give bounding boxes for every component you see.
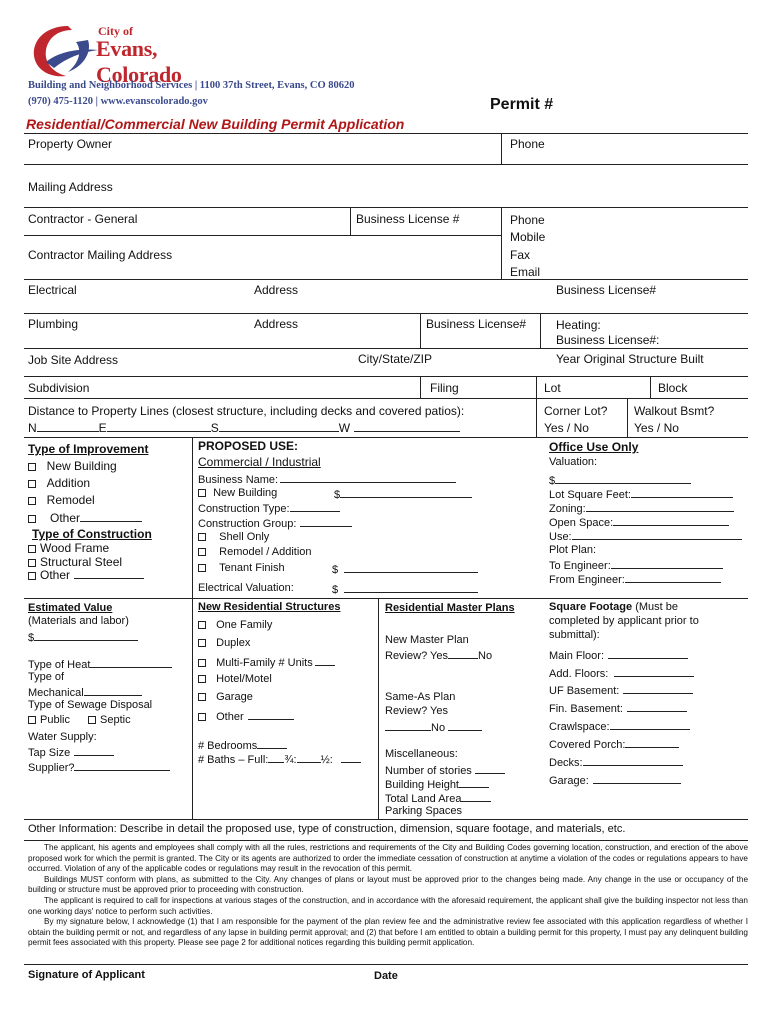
new-residential-heading: New Residential Structures — [198, 601, 341, 613]
supplier-field[interactable]: Supplier? — [28, 760, 170, 774]
new-master-review[interactable]: Review? Yes No — [385, 650, 493, 662]
checkbox-icon — [198, 693, 206, 701]
construction-type-field[interactable]: Construction Type: — [198, 501, 340, 515]
same-as-review[interactable]: Review? Yes — [385, 705, 448, 717]
city-logo — [28, 22, 238, 87]
checkbox-icon — [198, 548, 206, 556]
contact-line: (970) 475-1120 | www.evanscolorado.gov — [28, 96, 208, 107]
signature-label: Signature of Applicant — [28, 969, 145, 981]
same-as-no[interactable]: No — [385, 720, 482, 734]
to-engineer-field[interactable]: To Engineer: — [549, 558, 723, 572]
business-license-label: Business License # — [356, 212, 460, 226]
dir-n: N — [28, 421, 37, 435]
distance-line — [28, 421, 460, 435]
type-construction-heading: Type of Construction — [32, 527, 152, 541]
pu-new-building[interactable]: New Building — [198, 487, 277, 499]
proposed-use-heading: PROPOSED USE: — [198, 439, 299, 453]
master-plans-heading: Residential Master Plans — [385, 602, 515, 614]
mobile-label: Mobile — [510, 230, 546, 244]
valuation-field[interactable]: $ — [549, 473, 691, 487]
construction-other[interactable]: Other — [28, 568, 144, 582]
use-field[interactable]: Use: — [549, 529, 742, 543]
checkbox-icon — [28, 480, 36, 488]
checkbox-icon — [198, 713, 206, 721]
heating-label: Heating: — [556, 318, 601, 332]
property-owner-label: Property Owner — [28, 137, 113, 151]
pu-tenant-finish[interactable]: Tenant Finish — [198, 562, 285, 574]
type-of-label: Type of — [28, 671, 65, 683]
type-of-heat-field[interactable]: Type of Heat — [28, 657, 172, 671]
electrical-valuation-amount[interactable]: $ — [332, 582, 478, 596]
valuation-label: Valuation: — [549, 456, 598, 468]
block-label: Block — [658, 381, 688, 395]
lot-label: Lot — [544, 381, 561, 395]
improvement-other[interactable]: Other — [28, 511, 142, 525]
walkout-label: Walkout Bsmt? — [634, 404, 715, 418]
covered-porch-field[interactable]: Covered Porch: — [549, 737, 679, 751]
res-duplex[interactable]: Duplex — [198, 637, 250, 649]
year-built-label: Year Original Structure Built — [556, 352, 704, 366]
phone2-label: Phone — [510, 213, 545, 227]
sewage-label: Type of Sewage Disposal — [28, 699, 153, 711]
misc-label: Miscellaneous: — [385, 748, 458, 760]
email-label: Email — [510, 265, 541, 279]
electrical-label: Electrical — [28, 283, 77, 297]
job-site-label: Job Site Address — [28, 353, 119, 367]
improvement-remodel[interactable]: Remodel — [28, 493, 95, 507]
checkbox-icon — [28, 572, 36, 580]
corner-lot-yes-no[interactable]: Yes / No — [544, 421, 589, 435]
checkbox-icon — [28, 463, 36, 471]
water-supply-label: Water Supply: — [28, 731, 97, 743]
uf-basement-field[interactable]: UF Basement: — [549, 683, 693, 697]
business-name-field[interactable]: Business Name: — [198, 472, 456, 486]
pu-new-building-amount[interactable]: $ — [334, 487, 472, 501]
res-one-family[interactable]: One Family — [198, 619, 272, 631]
legal-p4: By my signature below, I acknowledge (1) that I am responsible for the payment of the plan review fee and the administrative review fee associated with this application regardless of whether I obtain the building permit or not, and regardless of any lapse in building permit approval; and (2) that before I am entitled to obtain a building permit for this property, I must pay any delinquent building permit fees associated with this property. Please see page 2 for additional notices regarding this building permit application. — [28, 917, 748, 948]
permit-number-label: Permit # — [490, 96, 554, 113]
walkout-yes-no[interactable]: Yes / No — [634, 421, 679, 435]
sqft-note3: submittal): — [549, 629, 600, 641]
open-space-field[interactable]: Open Space: — [549, 515, 729, 529]
res-multi-family[interactable]: Multi-Family # Units — [198, 655, 335, 669]
plumbing-address-label: Address — [254, 317, 299, 331]
construction-structural-steel[interactable]: Structural Steel — [28, 555, 122, 569]
checkbox-icon — [198, 533, 206, 541]
improvement-new-building[interactable]: New Building — [28, 459, 117, 473]
sqft-heading-line — [549, 601, 678, 613]
checkbox-icon — [28, 545, 36, 553]
commercial-industrial-label: Commercial / Industrial — [198, 455, 321, 469]
dir-e: E — [98, 421, 107, 435]
legal-p3: The applicant is required to call for inspections at various stages of the construction, and in accordance with the aforesaid requirement, the applicant shall give the building inspector not less than one working days' notice to perform such activities. — [28, 895, 748, 916]
fax-label: Fax — [510, 248, 531, 262]
checkbox-icon — [198, 659, 206, 667]
pu-remodel-addition[interactable]: Remodel / Addition — [198, 546, 312, 558]
sqft-note2: completed by applicant prior to — [549, 615, 699, 627]
legal-p1: The applicant, his agents and employees shall comply with all the rules, restrictions and requirements of the City and Building Codes governing location, construction, and erection of the above proposed work for which the permit is granted. The City or its agents are authorized to order the immediate cessation of construction at anytime a violation of the codes or regulations appears to have occurred. Violation of any of the applicable codes or regulations may result in the revocation of this permit. — [28, 843, 748, 874]
checkbox-icon — [28, 559, 36, 567]
electrical-license-label: Business License# — [556, 283, 657, 297]
w-field[interactable] — [354, 421, 460, 432]
plumbing-label: Plumbing — [28, 317, 79, 331]
legal-text-block — [28, 843, 748, 949]
baths-field[interactable]: # Baths – Full: ¾: ½: — [198, 752, 361, 766]
res-garage[interactable]: Garage — [198, 691, 253, 703]
res-other[interactable]: Other — [198, 709, 294, 723]
checkbox-icon — [28, 716, 36, 724]
mailing-address-label: Mailing Address — [28, 180, 113, 194]
dir-s: S — [210, 421, 219, 435]
checkbox-icon — [198, 621, 206, 629]
add-floors-field[interactable]: Add. Floors: — [549, 666, 694, 680]
construction-wood-frame[interactable]: Wood Frame — [28, 541, 109, 555]
subdivision-label: Subdivision — [28, 381, 90, 395]
bedrooms-field[interactable]: # Bedrooms — [198, 738, 287, 752]
new-master-plan-label: New Master Plan — [385, 634, 469, 646]
dept-line: Building and Neighborhood Services | 1100 37th Street, Evans, CO 80620 — [28, 80, 355, 91]
form-title: Residential/Commercial New Building Permit Application — [26, 116, 405, 132]
crawlspace-field[interactable]: Crawlspace: — [549, 719, 690, 733]
construction-group-field[interactable]: Construction Group: — [198, 516, 352, 530]
main-floor-field[interactable]: Main Floor: — [549, 648, 688, 662]
fin-basement-field[interactable]: Fin. Basement: — [549, 701, 687, 715]
legal-p2: Buildings MUST conform with plans, as submitted to the City. Any changes of plans or layout must be approved prior to the changes being made. Any change in the use or occupancy of the building or structure must be approved prior to proceeding with construction. — [28, 874, 748, 895]
sewage-public[interactable]: Public — [28, 714, 70, 726]
distance-label: Distance to Property Lines (closest structure, including decks and covered patios): — [28, 404, 465, 418]
dir-w: W — [338, 421, 351, 435]
contractor-mailing-label: Contractor Mailing Address — [28, 248, 173, 262]
date-field[interactable] — [410, 966, 610, 986]
stories-field[interactable]: Number of stories — [385, 763, 505, 777]
type-improvement-heading: Type of Improvement — [28, 442, 149, 456]
height-field[interactable]: Building Height — [385, 777, 489, 791]
garage-sqft-field[interactable]: Garage: — [549, 773, 681, 787]
e-field[interactable] — [107, 421, 211, 432]
from-engineer-field[interactable]: From Engineer: — [549, 572, 721, 586]
improvement-addition[interactable]: Addition — [28, 476, 90, 490]
signature-field[interactable] — [150, 966, 360, 986]
checkbox-icon — [198, 564, 206, 572]
sqft-heading: Square Footage — [549, 601, 633, 613]
checkbox-icon — [88, 716, 96, 724]
office-use-heading: Office Use Only — [549, 440, 639, 454]
corner-lot-label: Corner Lot? — [544, 404, 608, 418]
phone-label: Phone — [510, 137, 545, 151]
tenant-finish-amount[interactable]: $ — [332, 562, 478, 576]
checkbox-icon — [198, 489, 206, 497]
heating-license-label: Business License#: — [556, 333, 660, 347]
decks-field[interactable]: Decks: — [549, 755, 683, 769]
estimated-value-field[interactable]: $ — [28, 630, 138, 644]
filing-label: Filing — [430, 381, 459, 395]
checkbox-icon — [198, 639, 206, 647]
electrical-address-label: Address — [254, 283, 299, 297]
same-as-plan-label: Same-As Plan — [385, 691, 456, 703]
checkbox-icon — [198, 675, 206, 683]
contractor-general-label: Contractor - General — [28, 212, 138, 226]
parking-label: Parking Spaces — [385, 805, 463, 817]
other-info-label: Other Information: Describe in detail the proposed use, type of construction, dimension, square footage, and materials, etc. — [28, 823, 626, 835]
plot-plan-label: Plot Plan: — [549, 544, 597, 556]
plumbing-license-label: Business License# — [426, 317, 527, 331]
sewage-septic[interactable]: Septic — [88, 714, 131, 726]
zoning-field[interactable]: Zoning: — [549, 501, 734, 515]
land-area-field[interactable]: Total Land Area — [385, 791, 491, 805]
lot-sqft-field[interactable]: Lot Square Feet: — [549, 487, 733, 501]
estimated-value-sub: (Materials and labor) — [28, 615, 129, 627]
res-hotel-motel[interactable]: Hotel/Motel — [198, 673, 272, 685]
electrical-valuation-label: Electrical Valuation: — [198, 582, 294, 594]
mechanical-field[interactable]: Mechanical — [28, 685, 142, 699]
logo-main-text: Evans, Colorado — [96, 36, 182, 87]
date-label: Date — [374, 970, 398, 982]
estimated-value-heading: Estimated Value — [28, 602, 113, 614]
pu-shell-only[interactable]: Shell Only — [198, 531, 269, 543]
city-state-zip-label: City/State/ZIP — [358, 352, 433, 366]
logo-small-text: City of — [98, 24, 133, 38]
s-field[interactable] — [219, 421, 339, 432]
checkbox-icon — [28, 515, 36, 523]
checkbox-icon — [28, 497, 36, 505]
n-field[interactable] — [37, 421, 99, 432]
sqft-note1: (Must be — [635, 601, 678, 613]
tap-size-field[interactable]: Tap Size — [28, 745, 114, 759]
